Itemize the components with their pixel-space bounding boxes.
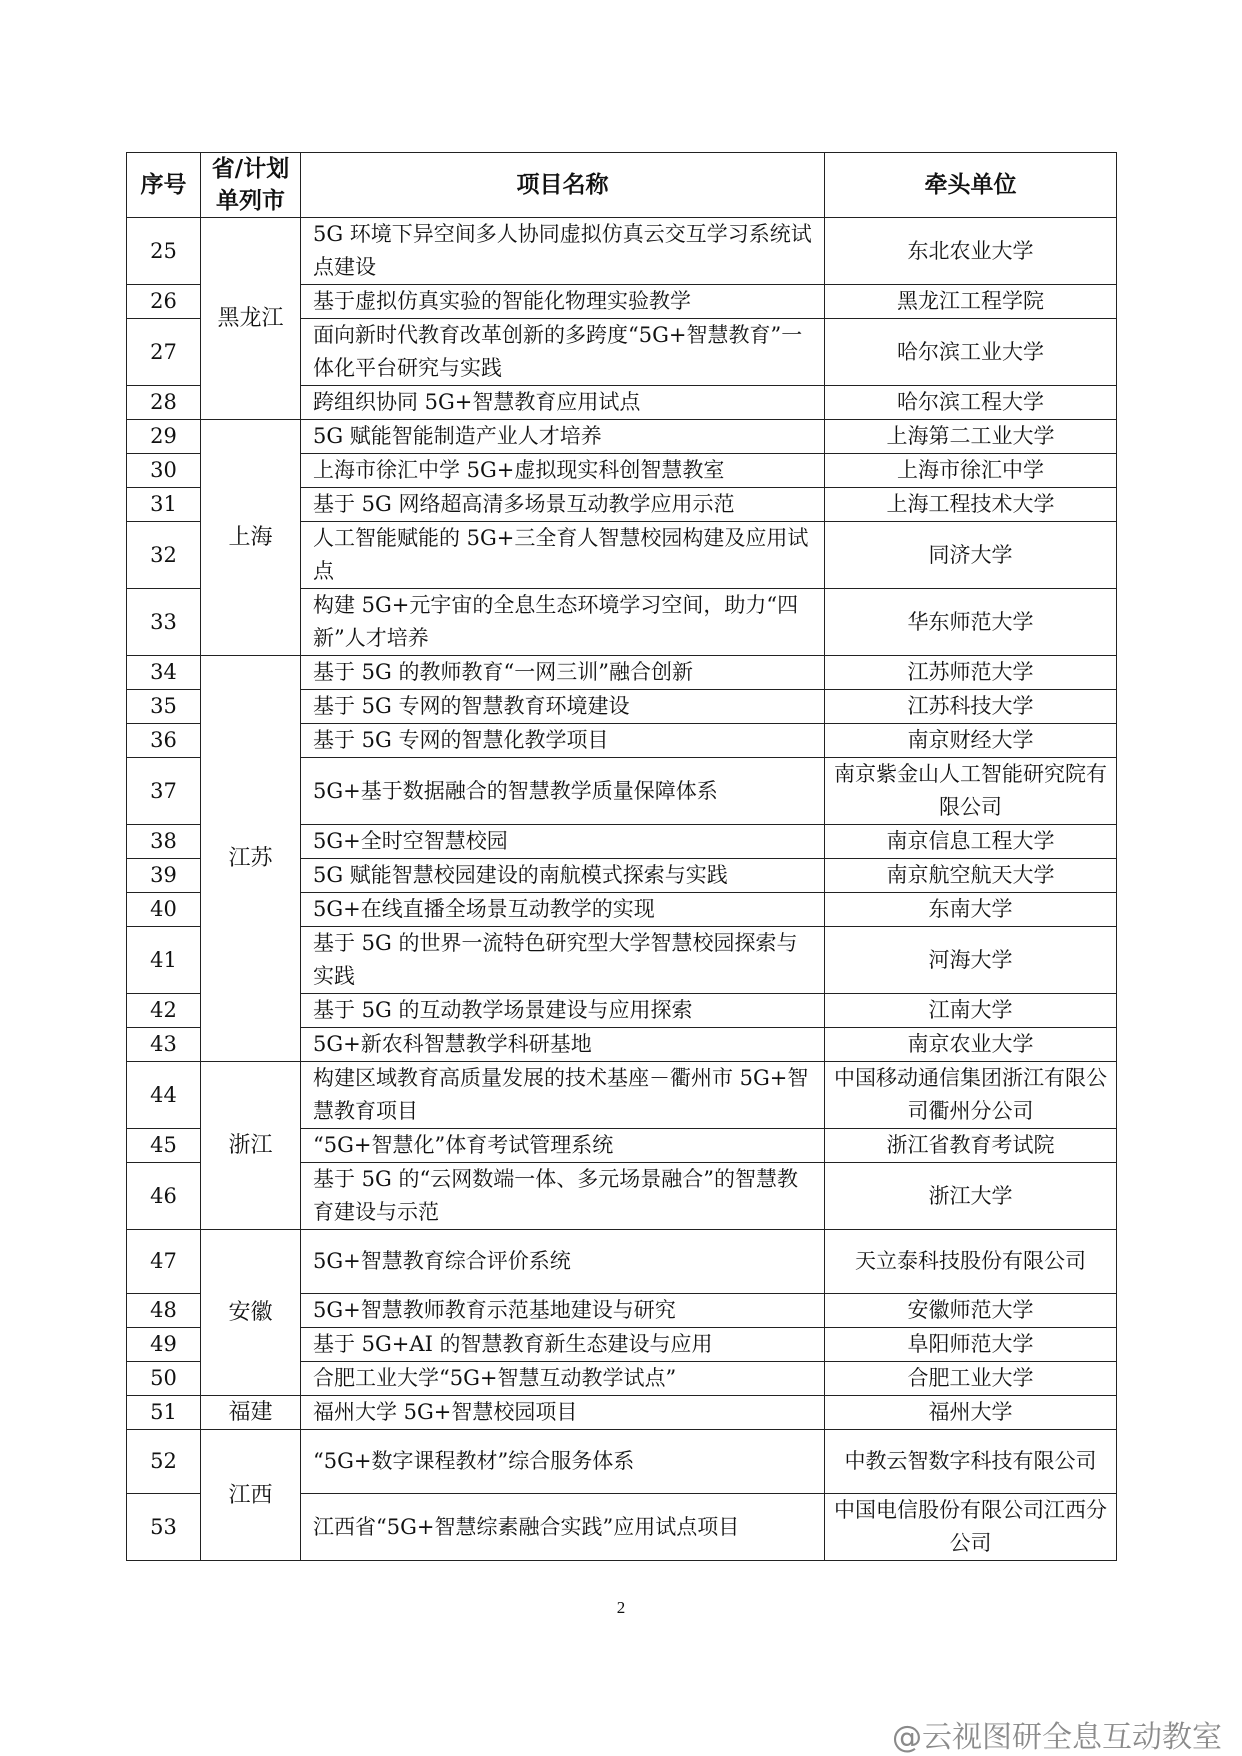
project-name: “5G+数字课程教材”综合服务体系	[301, 1430, 825, 1494]
table-header	[127, 153, 1117, 218]
row-number: 27	[127, 319, 201, 386]
row-number: 48	[127, 1294, 201, 1328]
lead-unit: 南京农业大学	[825, 1028, 1117, 1062]
lead-unit: 阜阳师范大学	[825, 1328, 1117, 1362]
province-cell: 上海	[201, 420, 301, 656]
row-number: 47	[127, 1230, 201, 1294]
row-number: 39	[127, 859, 201, 893]
lead-unit: 南京紫金山人工智能研究院有限公司	[825, 758, 1117, 825]
project-name: 5G 环境下异空间多人协同虚拟仿真云交互学习系统试点建设	[301, 218, 825, 285]
project-name: 基于 5G 专网的智慧化教学项目	[301, 724, 825, 758]
row-number: 45	[127, 1129, 201, 1163]
lead-unit: 安徽师范大学	[825, 1294, 1117, 1328]
project-name: 构建 5G+元宇宙的全息生态环境学习空间，助力“四新”人才培养	[301, 589, 825, 656]
lead-unit: 华东师范大学	[825, 589, 1117, 656]
table-row	[127, 1396, 1117, 1430]
row-number: 52	[127, 1430, 201, 1494]
project-name: 福州大学 5G+智慧校园项目	[301, 1396, 825, 1430]
lead-unit: 南京财经大学	[825, 724, 1117, 758]
lead-unit: 同济大学	[825, 522, 1117, 589]
province-cell: 江苏	[201, 656, 301, 1062]
project-name: 江西省“5G+智慧综素融合实践”应用试点项目	[301, 1494, 825, 1561]
lead-unit: 浙江大学	[825, 1163, 1117, 1230]
project-name: 5G+智慧教育综合评价系统	[301, 1230, 825, 1294]
lead-unit: 哈尔滨工业大学	[825, 319, 1117, 386]
row-number: 34	[127, 656, 201, 690]
project-name: 基于 5G 网络超高清多场景互动教学应用示范	[301, 488, 825, 522]
page-number: 2	[616, 1598, 626, 1617]
project-name: 构建区域教育高质量发展的技术基座－衢州市 5G+智慧教育项目	[301, 1062, 825, 1129]
row-number: 43	[127, 1028, 201, 1062]
lead-unit: 中教云智数字科技有限公司	[825, 1430, 1117, 1494]
row-number: 29	[127, 420, 201, 454]
header-province: 省/计划单列市	[201, 153, 301, 218]
row-number: 44	[127, 1062, 201, 1129]
table-row	[127, 218, 1117, 285]
project-name: 合肥工业大学“5G+智慧互动教学试点”	[301, 1362, 825, 1396]
project-name: 5G+新农科智慧教学科研基地	[301, 1028, 825, 1062]
table-row	[127, 1062, 1117, 1129]
lead-unit: 上海第二工业大学	[825, 420, 1117, 454]
row-number: 42	[127, 994, 201, 1028]
lead-unit: 黑龙江工程学院	[825, 285, 1117, 319]
row-number: 33	[127, 589, 201, 656]
province-cell: 福建	[201, 1396, 301, 1430]
project-name: 5G 赋能智能制造产业人才培养	[301, 420, 825, 454]
project-name: 基于 5G 的“云网数端一体、多元场景融合”的智慧教育建设与示范	[301, 1163, 825, 1230]
row-number: 41	[127, 927, 201, 994]
row-number: 37	[127, 758, 201, 825]
row-number: 31	[127, 488, 201, 522]
header-row	[127, 153, 1117, 218]
row-number: 49	[127, 1328, 201, 1362]
project-name: 基于 5G 的世界一流特色研究型大学智慧校园探索与实践	[301, 927, 825, 994]
watermark: @云视图研全息互动教室	[892, 1720, 1222, 1755]
row-number: 40	[127, 893, 201, 927]
row-number: 30	[127, 454, 201, 488]
project-name: 上海市徐汇中学 5G+虚拟现实科创智慧教室	[301, 454, 825, 488]
lead-unit: 东北农业大学	[825, 218, 1117, 285]
project-name: 基于 5G 的互动教学场景建设与应用探索	[301, 994, 825, 1028]
table-row	[127, 1230, 1117, 1294]
lead-unit: 江南大学	[825, 994, 1117, 1028]
province-cell: 江西	[201, 1430, 301, 1561]
header-no: 序号	[127, 153, 201, 218]
row-number: 46	[127, 1163, 201, 1230]
lead-unit: 浙江省教育考试院	[825, 1129, 1117, 1163]
project-name: 面向新时代教育改革创新的多跨度“5G+智慧教育”一体化平台研究与实践	[301, 319, 825, 386]
lead-unit: 南京航空航天大学	[825, 859, 1117, 893]
row-number: 36	[127, 724, 201, 758]
lead-unit: 江苏科技大学	[825, 690, 1117, 724]
lead-unit: 天立泰科技股份有限公司	[825, 1230, 1117, 1294]
lead-unit: 中国移动通信集团浙江有限公司衢州分公司	[825, 1062, 1117, 1129]
project-name: 基于 5G+AI 的智慧教育新生态建设与应用	[301, 1328, 825, 1362]
province-cell: 浙江	[201, 1062, 301, 1230]
lead-unit: 哈尔滨工程大学	[825, 386, 1117, 420]
lead-unit: 江苏师范大学	[825, 656, 1117, 690]
row-number: 26	[127, 285, 201, 319]
table-body	[127, 218, 1117, 1561]
lead-unit: 合肥工业大学	[825, 1362, 1117, 1396]
lead-unit: 福州大学	[825, 1396, 1117, 1430]
lead-unit: 河海大学	[825, 927, 1117, 994]
table-row	[127, 420, 1117, 454]
row-number: 50	[127, 1362, 201, 1396]
row-number: 38	[127, 825, 201, 859]
row-number: 35	[127, 690, 201, 724]
row-number: 51	[127, 1396, 201, 1430]
lead-unit: 中国电信股份有限公司江西分公司	[825, 1494, 1117, 1561]
row-number: 32	[127, 522, 201, 589]
row-number: 28	[127, 386, 201, 420]
project-name: 跨组织协同 5G+智慧教育应用试点	[301, 386, 825, 420]
project-name: 基于虚拟仿真实验的智能化物理实验教学	[301, 285, 825, 319]
project-name: 5G+基于数据融合的智慧教学质量保障体系	[301, 758, 825, 825]
project-name: 5G+在线直播全场景互动教学的实现	[301, 893, 825, 927]
project-name: 5G+全时空智慧校园	[301, 825, 825, 859]
lead-unit: 南京信息工程大学	[825, 825, 1117, 859]
project-name: 5G+智慧教师教育示范基地建设与研究	[301, 1294, 825, 1328]
lead-unit: 上海工程技术大学	[825, 488, 1117, 522]
table-row	[127, 1430, 1117, 1494]
project-name: “5G+智慧化”体育考试管理系统	[301, 1129, 825, 1163]
province-cell: 安徽	[201, 1230, 301, 1396]
project-name: 基于 5G 的教师教育“一网三训”融合创新	[301, 656, 825, 690]
table-row	[127, 656, 1117, 690]
row-number: 53	[127, 1494, 201, 1561]
province-cell: 黑龙江	[201, 218, 301, 420]
project-name: 基于 5G 专网的智慧教育环境建设	[301, 690, 825, 724]
project-name: 人工智能赋能的 5G+三全育人智慧校园构建及应用试点	[301, 522, 825, 589]
header-project: 项目名称	[301, 153, 825, 218]
lead-unit: 东南大学	[825, 893, 1117, 927]
header-lead-unit: 牵头单位	[825, 153, 1117, 218]
row-number: 25	[127, 218, 201, 285]
lead-unit: 上海市徐汇中学	[825, 454, 1117, 488]
project-name: 5G 赋能智慧校园建设的南航模式探索与实践	[301, 859, 825, 893]
project-table	[126, 152, 1117, 1561]
